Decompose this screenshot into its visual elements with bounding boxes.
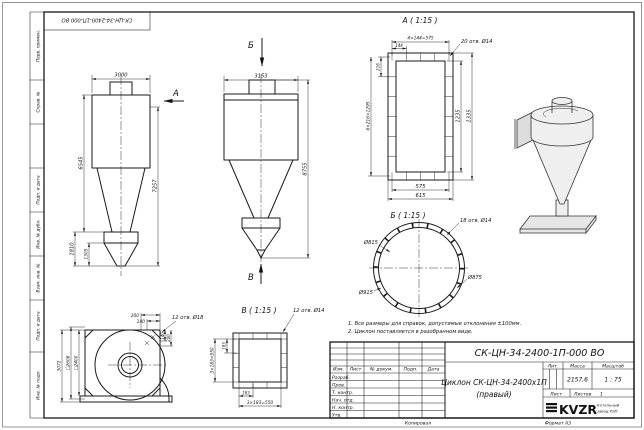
view-b-crosshair bbox=[369, 219, 469, 317]
logo-bar-2 bbox=[546, 407, 557, 409]
plan-view bbox=[57, 313, 205, 402]
notes bbox=[348, 321, 521, 335]
tb-scale-label: Масштаб bbox=[602, 364, 624, 370]
dim-140t: 140 bbox=[136, 320, 145, 325]
band-label-vzam: Взам. инв. № bbox=[36, 263, 42, 293]
tb-h-izm: Изм. bbox=[333, 367, 344, 373]
view-v-inner bbox=[239, 339, 281, 382]
iso-cone bbox=[533, 140, 591, 204]
tb-mass-value: 2157,6 bbox=[567, 376, 588, 384]
view-b-detail bbox=[358, 211, 492, 317]
tb-product-name: Циклон СК-ЦН-34-2400х1П bbox=[441, 378, 547, 387]
dim-140r: 140 bbox=[159, 332, 165, 340]
dim-144: 144 bbox=[395, 43, 403, 48]
band-label-perv: Перв. примен. bbox=[36, 29, 42, 63]
view-label-b: Б bbox=[248, 41, 254, 51]
dim-1235: 1235 bbox=[455, 109, 462, 123]
company-name-2: завод РЭП bbox=[597, 408, 618, 414]
kopiroval-label: Копировал bbox=[404, 421, 432, 427]
dim-d815: Ø815 bbox=[364, 240, 378, 246]
band-label-podp1: Подп. и дата bbox=[36, 175, 42, 205]
logo-bar-3 bbox=[546, 410, 557, 412]
iso-base-plate bbox=[520, 216, 596, 233]
view-v-title: В ( 1:15 ) bbox=[241, 306, 277, 315]
view-v-outer bbox=[233, 333, 287, 388]
view-label-a: А bbox=[173, 89, 179, 99]
band-label-podp2: Подп. и дата bbox=[36, 311, 42, 341]
tb-product-name-2: (правый) bbox=[476, 390, 512, 399]
tb-row-nachotd: Нач. отд. bbox=[332, 398, 355, 404]
tb-lit-label: Лит. bbox=[547, 364, 559, 370]
view-a-outer bbox=[388, 53, 453, 180]
dim-550b: 3×183=550 bbox=[246, 401, 274, 406]
view-b-holes-label: 18 отв. Ø14 bbox=[460, 218, 492, 224]
logo-text: KVZR bbox=[559, 402, 598, 417]
top-stamp-number: СК-ЦН-34-2400-1П-000 ВО bbox=[61, 16, 133, 23]
tb-row-razrab: Разраб. bbox=[332, 375, 351, 381]
note-line-2: 2. Циклон поставляется в разобранном виде. bbox=[348, 329, 473, 335]
dim-216: 216 bbox=[375, 63, 381, 71]
tb-h-doc: № докум. bbox=[370, 367, 393, 373]
dim-615: 615 bbox=[415, 193, 426, 199]
logo-bar-1 bbox=[546, 403, 557, 405]
dim-sq2400: □2400 bbox=[74, 355, 80, 371]
side-outlet-stub bbox=[249, 80, 275, 94]
dim-sq2606: □2606 bbox=[66, 355, 72, 371]
tb-sheet-label: Лист bbox=[550, 392, 562, 398]
company-logo bbox=[546, 402, 620, 417]
view-a-hole-ticks bbox=[388, 53, 454, 181]
tb-h-list: Лист bbox=[349, 367, 362, 373]
tb-h-podp: Подп. bbox=[403, 367, 418, 373]
isometric-view bbox=[515, 98, 596, 234]
format-label: Формат А3 bbox=[544, 421, 572, 427]
tb-h-data: Дата bbox=[427, 367, 440, 373]
tb-scale-value: 1 : 75 bbox=[604, 376, 622, 384]
dim-200r: 200 bbox=[166, 334, 171, 342]
view-v-holes-label: 12 отв. Ø14 bbox=[293, 308, 325, 314]
plan-corner-gussets bbox=[85, 330, 160, 396]
tb-sheets-value: 1 bbox=[600, 392, 603, 398]
sheet-frame bbox=[3, 3, 642, 428]
dim-3072: 3072 bbox=[57, 360, 63, 372]
view-a-holes-label: 20 отв. Ø14 bbox=[461, 39, 493, 45]
dim-1810: 1810 bbox=[69, 242, 76, 256]
note-line-1: 1. Все размеры для справок, допустимые отклонения ±100мм. bbox=[348, 321, 522, 327]
plan-square bbox=[85, 330, 160, 396]
dim-7257: 7257 bbox=[152, 179, 159, 193]
band-label-sprav: Справ. № bbox=[36, 91, 42, 113]
dim-183b: 183 bbox=[242, 390, 250, 396]
dim-3153: 3153 bbox=[254, 73, 268, 80]
dim-6x216: 6×216=1295 bbox=[366, 101, 372, 131]
band-label-invp: Инв. № подл. bbox=[36, 370, 42, 400]
plan-crosshair bbox=[108, 342, 166, 388]
front-view bbox=[70, 73, 185, 277]
dim-1335: 1335 bbox=[466, 109, 473, 123]
plan-holes-label: 12 отв. Ø18 bbox=[172, 315, 204, 321]
view-label-v: В bbox=[248, 273, 254, 283]
dim-550l: 3×183=550 bbox=[210, 347, 216, 374]
tb-row-nkontr: Н. контр. bbox=[332, 405, 355, 411]
dim-d875: Ø875 bbox=[468, 275, 482, 281]
tb-row-tkontr: Т. контр. bbox=[332, 390, 354, 396]
dim-3000: 3000 bbox=[114, 72, 128, 79]
dim-183l: 183 bbox=[221, 342, 227, 350]
company-name-1: Котельный bbox=[597, 402, 620, 408]
tb-doc-number: СК-ЦН-34-2400-1П-000 ВО bbox=[474, 348, 605, 359]
iso-inlet bbox=[515, 112, 533, 149]
tb-row-prov: Пров. bbox=[332, 383, 346, 389]
tb-sheets-label: Листов bbox=[574, 392, 592, 398]
view-v-hole-ticks bbox=[233, 333, 288, 389]
dim-1305: 1305 bbox=[84, 248, 90, 260]
view-v-detail bbox=[210, 306, 325, 408]
view-a-detail bbox=[366, 16, 493, 201]
view-a-title: А ( 1:15 ) bbox=[402, 16, 438, 25]
dim-8755: 8755 bbox=[302, 162, 309, 176]
tb-mass-label: Масса bbox=[570, 364, 585, 370]
iso-drum-top bbox=[531, 106, 593, 124]
iso-outlet-top bbox=[552, 98, 572, 105]
tb-row-utv: Утв. bbox=[332, 413, 342, 419]
view-a-inner bbox=[396, 61, 445, 172]
dim-d915: Ø915 bbox=[359, 290, 373, 296]
side-view bbox=[224, 38, 310, 284]
title-block bbox=[330, 342, 634, 427]
dim-575: 575 bbox=[415, 184, 426, 190]
plan-base-plate bbox=[80, 396, 172, 402]
view-b-title: Б ( 1:15 ) bbox=[390, 211, 426, 220]
dim-4x144: 4×144=575 bbox=[407, 36, 434, 42]
left-band-grid bbox=[30, 12, 44, 418]
dim-200t: 200 bbox=[130, 314, 139, 319]
dim-6545: 6545 bbox=[78, 156, 85, 170]
outer-border bbox=[3, 3, 642, 428]
band-label-invd: Инв. № дубл. bbox=[36, 219, 42, 249]
